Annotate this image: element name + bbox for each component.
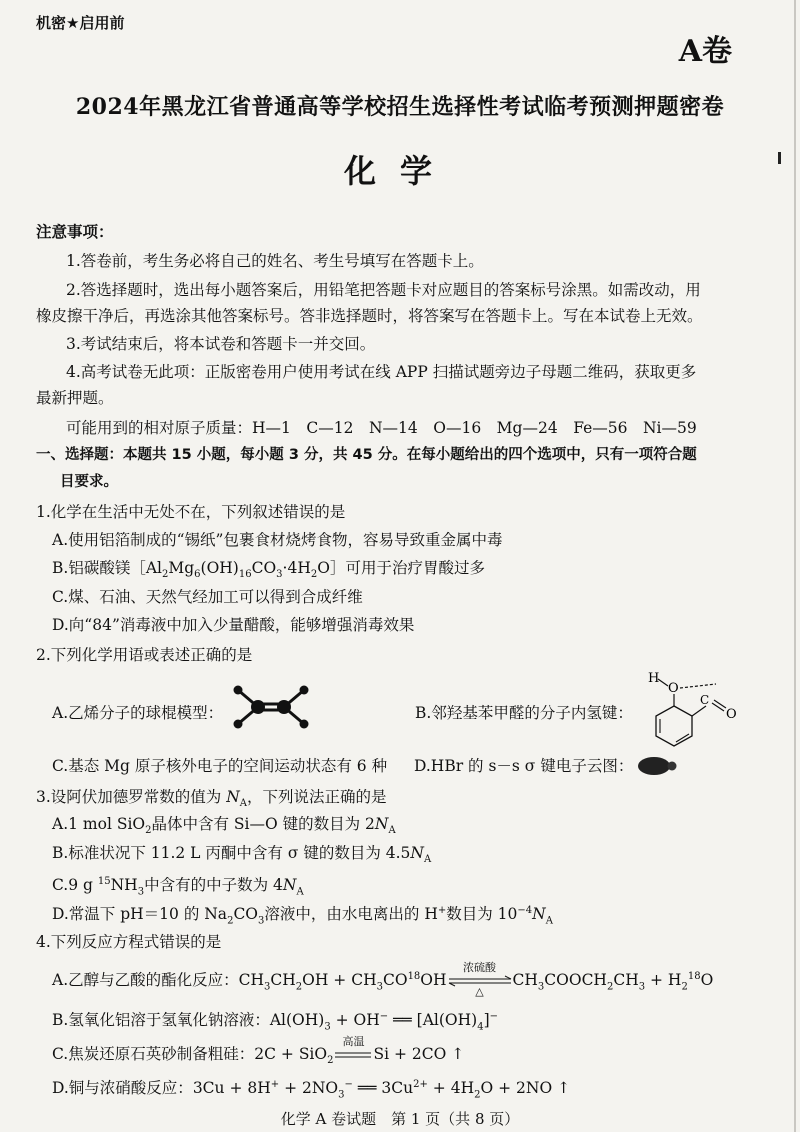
q4-stem: 4.下列反应方程式错误的是: [36, 933, 222, 951]
volume-label: A卷: [678, 34, 732, 69]
na-symbol: N: [282, 876, 297, 895]
confidential-label: 机密★启用前: [36, 14, 125, 32]
q3-d-mid: CO: [233, 905, 259, 924]
q3-stem-post: ，下列说法正确的是: [247, 788, 387, 806]
electron-cloud-icon: [632, 755, 680, 777]
notes-heading: 注意事项：: [36, 223, 114, 241]
q3-a-pre: A.1 mol SiO: [52, 815, 146, 833]
q3-option-a: A.1 mol SiO$_2$晶体中含有 Si—O 键的数目为 $2N_A$: [52, 815, 396, 837]
q4-option-b: B.氢氧化铝溶于氢氧化钠溶液：$Al(OH)_3 + OH^-$ ══ $[Al(OH)_4]^-$: [52, 1011, 499, 1033]
q3-d-pre: D.常温下 pH＝10 的 Na: [52, 905, 228, 924]
q4-c-label: C.焦炭还原石英砂制备粗硅：: [52, 1045, 255, 1063]
note-2-cont: 橡皮擦干净后，再选涂其他答案标号。答非选择题时，将答案写在答题卡上。写在本试卷上无效。: [36, 307, 703, 325]
q1-option-b-pre: B.铝碳酸镁［Al: [52, 559, 162, 577]
q2-option-d: D.HBr 的 s－s σ 键电子云图：: [414, 757, 634, 775]
svg-text:O: O: [668, 681, 679, 696]
q1-option-c: C.煤、石油、天然气经加工可以得到合成纤维: [52, 588, 363, 606]
q3-stem: 3.设阿伏加德罗常数的值为 $N_A$，下列说法正确的是: [36, 788, 387, 810]
q3-a-mid: 晶体中含有 Si—O 键的数目为 2: [151, 815, 375, 833]
q3-option-d: D.常温下 pH＝10 的 $Na_2CO_3$溶液中，由水电离出的 H+数目为 $10^{-4}N_A$: [52, 905, 553, 927]
section-1-instructions: 一、选择题：本题共 15 小题，每小题 3 分，共 45 分。在每小题给出的四个选项中，只有一项符合题: [36, 447, 697, 463]
note-1: 1.答卷前，考生务必将自己的姓名、考生号填写在答题卡上。: [66, 252, 484, 270]
q3-option-c: C.9 g $^{15}NH_3$中含有的中子数为 $4N_A$: [52, 876, 304, 898]
q1-option-d: D.向“84”消毒液中加入少量醋酸，能够增强消毒效果: [52, 616, 415, 634]
q2-option-c: C.基态 Mg 原子核外电子的空间运动状态有 6 种: [52, 757, 388, 775]
q3-c-mid: NH: [110, 876, 138, 895]
note-3: 3.考试结束后，将本试卷和答题卡一并交回。: [66, 335, 376, 353]
na-symbol: N: [410, 844, 424, 862]
na-symbol: N: [532, 905, 546, 924]
q1-option-b-post: ］可用于治疗胃酸过多: [329, 559, 485, 577]
q3-d-post: 溶液中，由水电离出的 H: [264, 905, 438, 924]
q3-b-pre: B.标准状况下 11.2 L 丙酮中含有 σ 键的数目为 4.5: [52, 844, 411, 862]
na-symbol: N: [374, 815, 389, 833]
q2-option-b: B.邻羟基苯甲醛的分子内氢键：: [415, 704, 633, 722]
section-1-instructions-cont: 目要求。: [60, 474, 118, 490]
q4-option-c: C.焦炭还原石英砂制备粗硅：2C + SiO$_2$ 高温 Si + 2CO ↑: [52, 1044, 464, 1071]
q2-option-a: A.乙烯分子的球棍模型：: [52, 704, 224, 722]
equals-sign: [333, 1035, 373, 1064]
q3-option-b: B.标准状况下 11.2 L 丙酮中含有 σ 键的数目为 $4.5N_A$: [52, 844, 432, 866]
note-4: 4.高考试卷无此项：正版密卷用户使用考试在线 APP 扫描试题旁边子母题二维码，获取更多: [66, 363, 697, 381]
ethylene-ball-stick-model: [228, 682, 312, 732]
q1-option-b: B.铝碳酸镁$[Al_2Mg_6(OH)_{16}CO_3\cdot 4H_2O]$可用于治疗胃酸过多: [52, 559, 485, 581]
a-condition-over: 浓硫酸: [463, 961, 497, 975]
q1-stem: 1.化学在生活中无处不在，下列叙述错误的是: [36, 503, 346, 521]
q2-stem: 2.下列化学用语或表述正确的是: [36, 646, 253, 664]
q4-option-d: D.铜与浓硝酸反应：$3Cu + 8H^+ + 2NO_3^-$ ══ $3Cu^{2+} + 4H_2O + 2NO$ ↑: [52, 1079, 571, 1101]
salicylaldehyde-structure: [640, 664, 744, 748]
c-condition-over: 高温: [342, 1035, 365, 1048]
note-2: 2.答选择题时，选出每小题答案后，用铅笔把答题卡对应题目的答案标号涂黑。如需改动，用: [66, 281, 701, 299]
q4-d-label: D.铜与浓硝酸反应：: [52, 1079, 193, 1098]
exam-title: 2024年黑龙江省普通高等学校招生选择性考试临考预测押题密卷: [75, 94, 725, 120]
svg-text:C: C: [700, 693, 710, 707]
reversible-arrow: [447, 961, 513, 999]
q4-option-a: A.乙醇与乙酸的酯化反应：$CH_3CH_2OH + CH_3CO^{18}OH$ 浓硫酸 △ $CH_3COOCH_2CH_3 + H_2^{18}O$: [52, 967, 713, 997]
q3-c-pre: C.9 g: [52, 876, 98, 895]
svg-text:H: H: [648, 671, 660, 686]
q4-a-label: A.乙醇与乙酸的酯化反应：: [52, 971, 239, 990]
atomic-mass: 可能用到的相对原子质量：H—1 C—12 N—14 O—16 Mg—24 Fe—56 Ni—59: [66, 419, 697, 437]
page-footer: 化学 A 卷试题 第 1 页（共 8 页）: [280, 1110, 520, 1128]
a-condition-under: △: [475, 985, 484, 999]
subject-title: 化学: [343, 152, 456, 190]
na-symbol: N: [226, 788, 240, 806]
svg-text:O: O: [726, 707, 737, 722]
q3-c-post: 中含有的中子数为 4: [144, 876, 283, 895]
note-4-cont: 最新押题。: [36, 389, 114, 407]
q3-d-tail: 数目为 10: [446, 905, 518, 924]
q4-b-label: B.氢氧化铝溶于氢氧化钠溶液：: [52, 1011, 270, 1030]
q3-stem-pre: 3.设阿伏加德罗常数的值为: [36, 788, 227, 806]
q1-option-a: A.使用铝箔制成的“锡纸”包裹食材烧烤食物，容易导致重金属中毒: [52, 531, 503, 549]
